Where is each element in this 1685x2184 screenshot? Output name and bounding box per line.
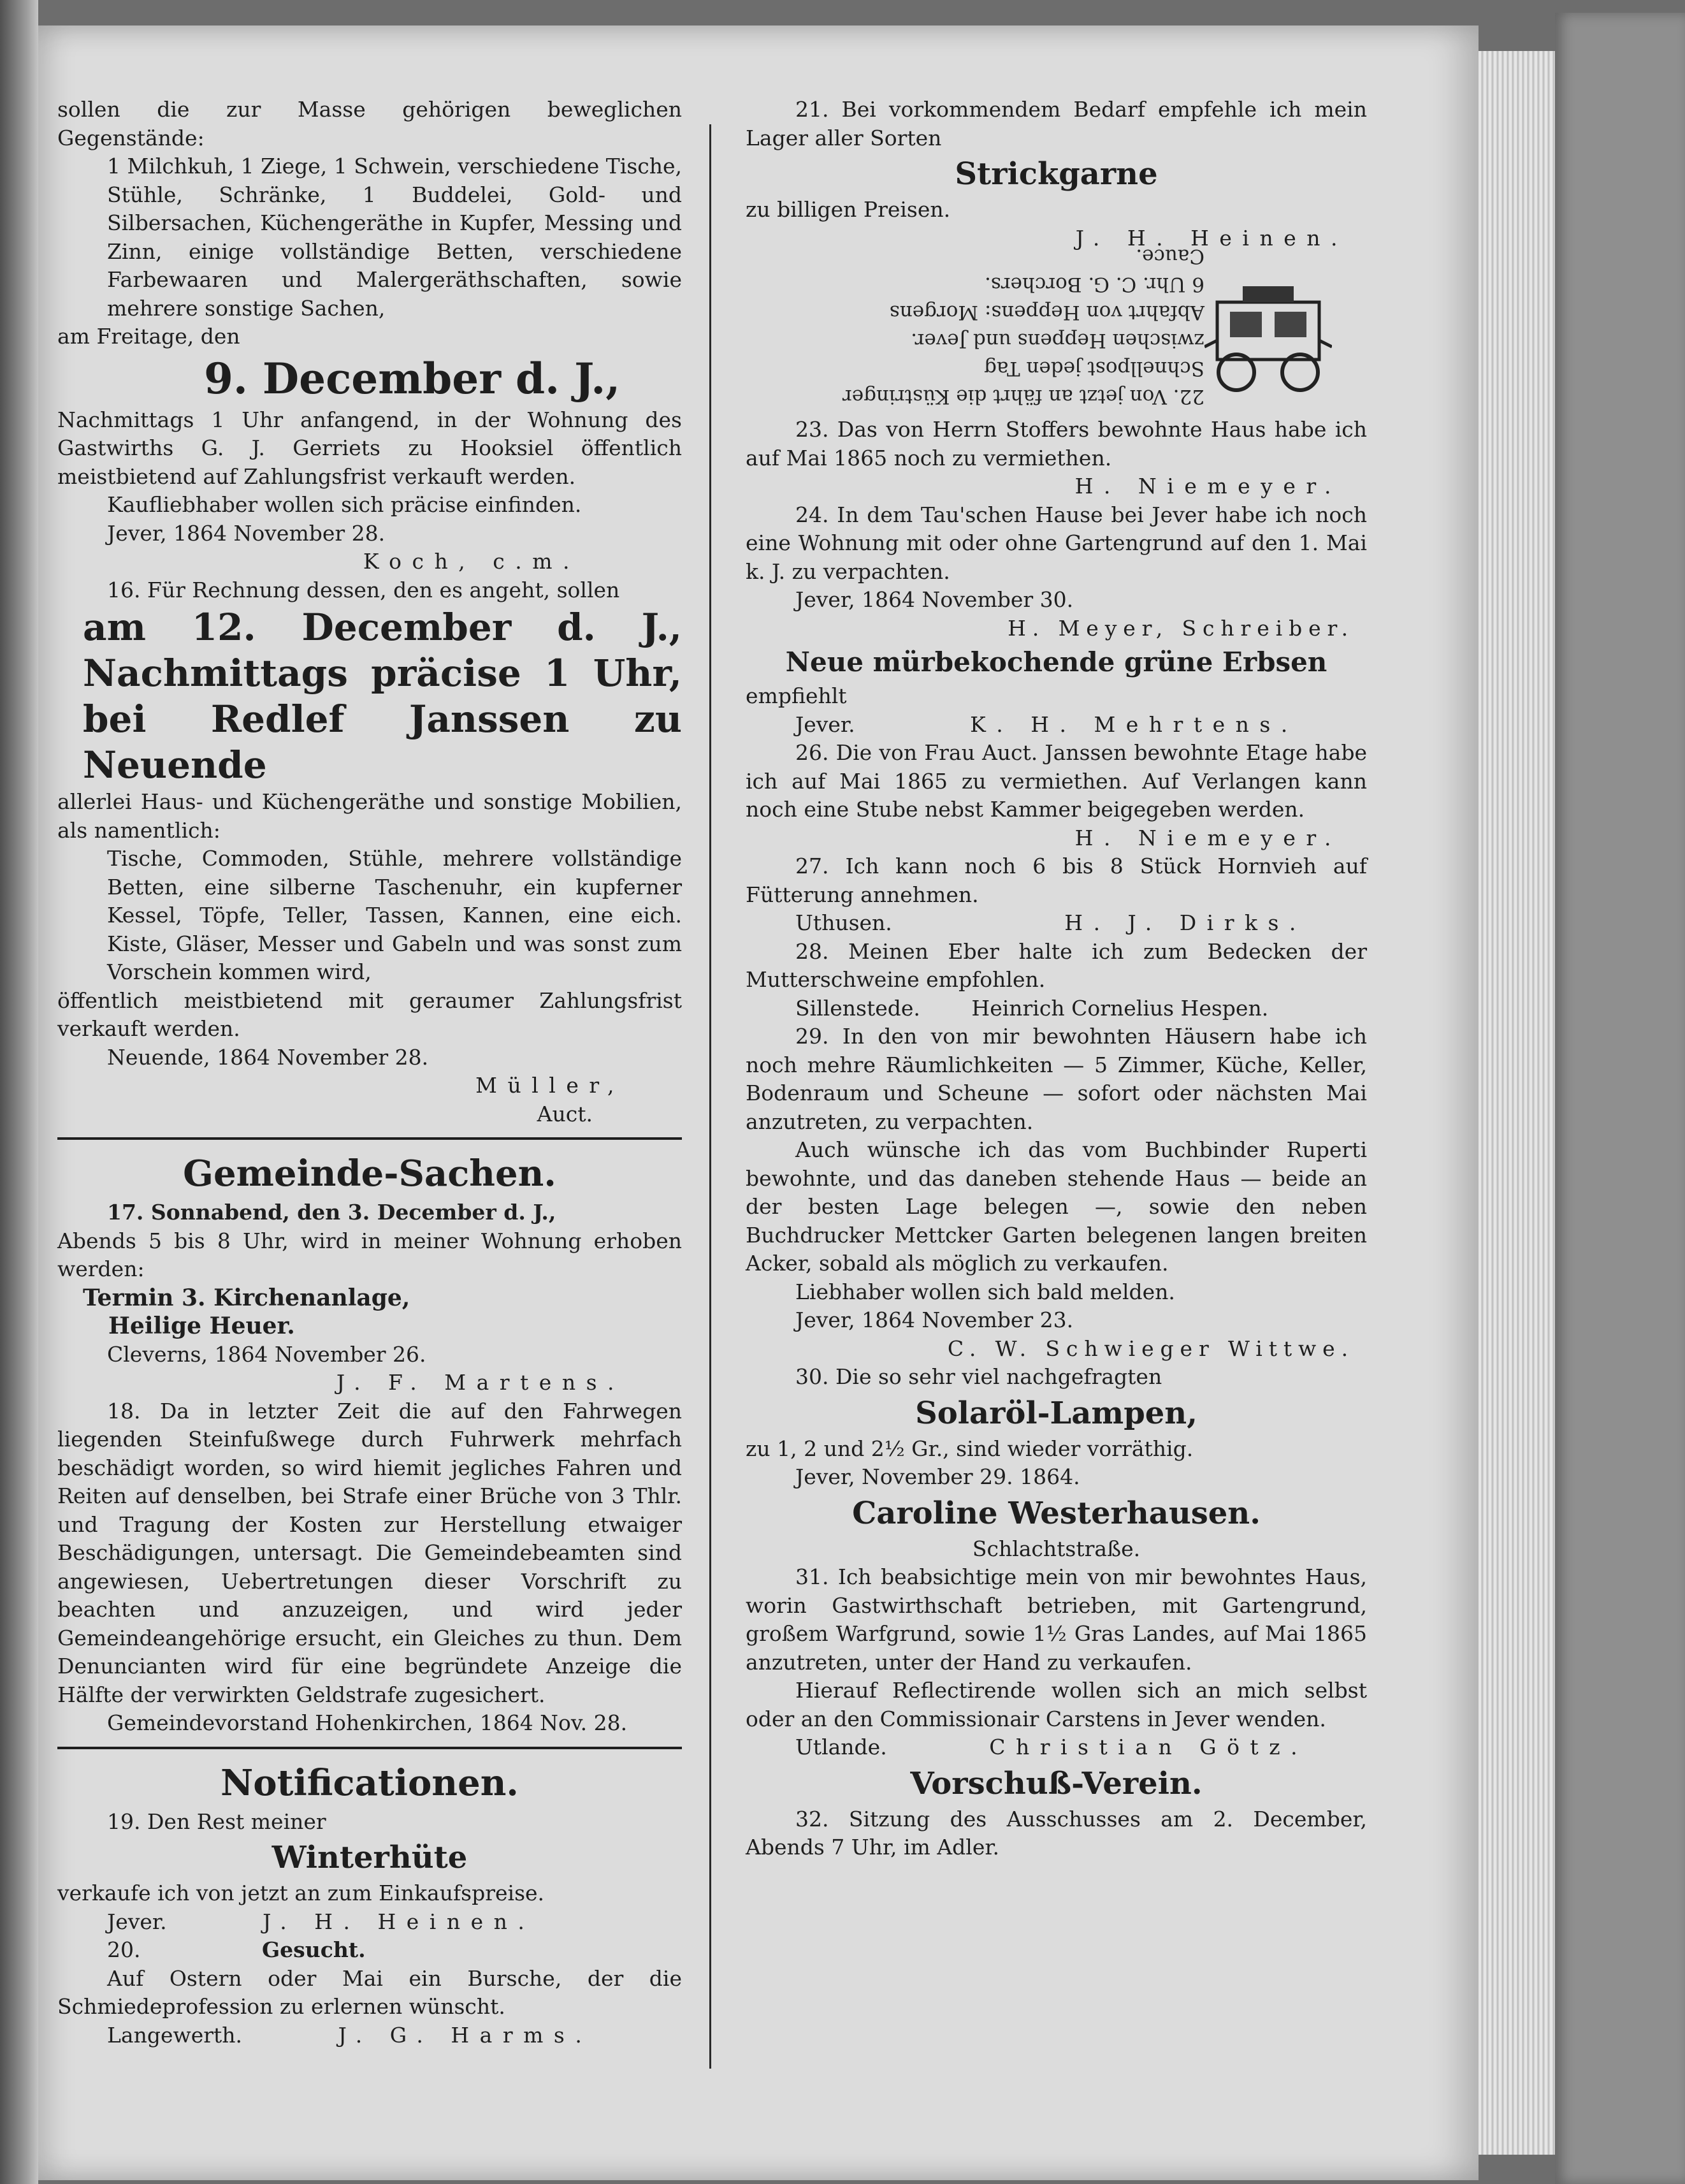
paragraph: 28. Meinen Eber halte ich zum Bedecken der Mutterschweine empfohlen. bbox=[746, 938, 1367, 992]
text-line: Abfahrt von Heppens: Morgens bbox=[889, 301, 1204, 324]
paragraph: 32. Sitzung des Ausschusses am 2. December, Abends 7 Uhr, im Adler. bbox=[746, 1806, 1367, 1860]
place: Sillenstede. bbox=[795, 995, 920, 1021]
inverted-text-block bbox=[746, 245, 1204, 411]
paragraph: 23. Das von Herrn Stoffers bewohnte Haus habe ich auf Mai 1865 noch zu vermiethen. bbox=[746, 417, 1367, 470]
signature: K. H. Mehrtens. bbox=[970, 711, 1298, 737]
place: Jever. bbox=[795, 711, 855, 737]
paragraph: 31. Ich beabsichtige mein von mir bewohntes Haus, worin Gastwirthschaft betrieben, mit Gartengrund, großem Warfgrund, sowie 1½ Gras Landes, auf Mai 1865 anzutreten, unter der Hand zu verkaufen. bbox=[746, 1564, 1367, 1675]
text-line: zu 1, 2 und 2½ Gr., sind wieder vorräthig. bbox=[746, 1436, 1194, 1461]
left-column bbox=[57, 96, 682, 2049]
section-heading: Notificationen. bbox=[221, 1761, 519, 1804]
notice-intro: 16. Für Rechnung dessen, den es angeht, sollen bbox=[107, 577, 620, 602]
ad-headline: Caroline Westerhausen. bbox=[852, 1495, 1261, 1531]
auction-headline: am 12. December d. J., Nachmittags präcise 1 Uhr, bei Redlef Janssen zu Neuende bbox=[83, 606, 682, 787]
text-line: 30. Die so sehr viel nachgefragten bbox=[795, 1364, 1162, 1389]
text-line bbox=[57, 1936, 682, 1965]
paragraph: öffentlich meistbietend mit geraumer Zahlungsfrist verkauft werden. bbox=[57, 987, 682, 1041]
page-stack-edge bbox=[1479, 51, 1555, 2155]
book-cover bbox=[1555, 13, 1685, 2184]
signature: Heinrich Cornelius Hespen. bbox=[971, 995, 1269, 1021]
place-date bbox=[746, 994, 1367, 1023]
signature-title: Auct. bbox=[537, 1101, 593, 1126]
place: Utlande. bbox=[795, 1735, 887, 1759]
place: Jever. bbox=[107, 1909, 167, 1934]
text-line: 6 Uhr. C. G. Borchers. bbox=[985, 273, 1204, 296]
section-rule bbox=[57, 1747, 682, 1749]
paragraph: Kaufliebhaber wollen sich präcise einfinden. bbox=[107, 492, 582, 517]
place-date bbox=[746, 1733, 1367, 1762]
paragraph: Abends 5 bis 8 Uhr, wird in meiner Wohnung erhoben werden: bbox=[57, 1228, 682, 1281]
section-heading: Gemeinde-Sachen. bbox=[183, 1153, 556, 1195]
signature: J. H. Heinen. bbox=[263, 1909, 535, 1934]
ad-headline: Winterhüte bbox=[271, 1840, 468, 1875]
place-date bbox=[746, 909, 1367, 938]
term-line: Heilige Heuer. bbox=[108, 1313, 295, 1339]
place-date bbox=[57, 2021, 682, 2050]
paragraph: 24. In dem Tau'schen Hause bei Jever habe ich noch eine Wohnung mit oder ohne Gartengrund auf den 1. Mai k. J. zu verpachten. bbox=[746, 502, 1367, 584]
ad-headline: Solaröl-Lampen, bbox=[915, 1395, 1197, 1431]
place-date bbox=[746, 711, 1367, 739]
text-line: zu billigen Preisen. bbox=[746, 197, 951, 222]
signature: C. W. Schwieger Wittwe. bbox=[947, 1336, 1354, 1361]
notice-title: 17. Sonnabend, den 3. December d. J., bbox=[107, 1200, 556, 1225]
text-line: verkaufe ich von jetzt an zum Einkaufspreise. bbox=[57, 1881, 545, 1905]
paragraph: 29. In den von mir bewohnten Häusern habe ich noch mehre Räumlichkeiten — 5 Zimmer, Küche, Keller, Bodenraum und Scheune — sofort oder nächsten Mai anzutreten, zu verpachten. bbox=[746, 1024, 1367, 1134]
signature: H. Niemeyer. bbox=[1074, 825, 1341, 850]
street: Schlachtstraße. bbox=[972, 1536, 1141, 1561]
paragraph: 27. Ich kann noch 6 bis 8 Stück Hornvieh auf Fütterung annehmen. bbox=[746, 854, 1367, 907]
place-date bbox=[57, 1908, 682, 1937]
paragraph: 26. Die von Frau Auct. Janssen bewohnte Etage habe ich auf Mai 1865 zu vermiethen. Auf Verlangen kann noch eine Stube nebst Kammer beigegeben werden. bbox=[746, 740, 1367, 822]
notice-number: 20. bbox=[107, 1937, 141, 1962]
item-list: Tische, Commoden, Stühle, mehrere vollständige Betten, eine silberne Taschenuhr, ein kupferner Kessel, Töpfe, Teller, Tassen, Kannen, eine eich. Kiste, Gläser, Messer und Gabeln und was sonst zum Vorschein kommen wird, bbox=[107, 846, 682, 984]
place-date: Jever, 1864 November 28. bbox=[107, 520, 386, 546]
signature: Koch, c.m. bbox=[363, 549, 580, 574]
text-line: empfiehlt bbox=[746, 683, 847, 708]
text-line: Cauce. bbox=[1136, 245, 1204, 268]
paragraph: Nachmittags 1 Uhr anfangend, in der Wohnung des Gastwirths G. J. Gerriets zu Hooksiel öffentlich meistbietend auf Zahlungsfrist verkauft werden. bbox=[57, 407, 682, 489]
text-line: am Freitage, den bbox=[57, 324, 240, 349]
signature: Müller, bbox=[475, 1073, 625, 1098]
column-divider bbox=[709, 124, 711, 2069]
place-date: Jever, 1864 November 23. bbox=[795, 1307, 1074, 1332]
paragraph: Auch wünsche ich das vom Buchbinder Ruperti bewohnte, und das daneben stehende Haus — beide an der besten Lage belegen —, sowie den neben Buchdrucker Mettcker Garten belegenen langen breiten Acker, sobald als möglich zu verkaufen. bbox=[746, 1137, 1367, 1276]
paragraph: Hierauf Reflectirende wollen sich an mich selbst oder an den Commissionair Carstens in Jever wenden. bbox=[746, 1678, 1367, 1731]
signature: J. H. Heinen. bbox=[1075, 225, 1348, 251]
place-date: Jever, November 29. 1864. bbox=[795, 1464, 1080, 1489]
place-date: Cleverns, 1864 November 26. bbox=[107, 1341, 426, 1367]
ad-headline: Neue mürbekochende grüne Erbsen bbox=[785, 646, 1327, 678]
place: Langewerth. bbox=[107, 2022, 243, 2048]
paragraph: 21. Bei vorkommendem Bedarf empfehle ich mein Lager aller Sorten bbox=[746, 97, 1367, 150]
right-column bbox=[746, 96, 1367, 1862]
place: Uthusen. bbox=[795, 910, 892, 935]
place-date: Neuende, 1864 November 28. bbox=[107, 1044, 429, 1070]
paragraph: allerlei Haus- und Küchengeräthe und sonstige Mobilien, als namentlich: bbox=[57, 789, 682, 843]
signature: Christian Götz. bbox=[989, 1735, 1308, 1759]
term-line: Termin 3. Kirchenanlage, bbox=[83, 1284, 410, 1311]
signature: J. G. Harms. bbox=[338, 2022, 593, 2048]
ad-headline: Vorschuß-Verein. bbox=[910, 1765, 1203, 1802]
text-line: sollen die zur Masse gehörigen beweglichen Gegenstände: bbox=[57, 97, 682, 150]
ad-headline: Strickgarne bbox=[955, 156, 1158, 192]
signature: H. Meyer, Schreiber. bbox=[1008, 615, 1354, 641]
auction-date: 9. December d. J., bbox=[204, 353, 621, 404]
signature: H. Niemeyer. bbox=[1074, 474, 1341, 499]
paragraph: Liebhaber wollen sich bald melden. bbox=[795, 1279, 1175, 1304]
text-line: zwischen Heppens und Jever. bbox=[911, 329, 1204, 352]
upside-down-notice bbox=[746, 245, 1367, 411]
facing-page-edge bbox=[0, 0, 38, 2184]
section-rule bbox=[57, 1137, 682, 1140]
signature: J. F. Martens. bbox=[336, 1370, 625, 1395]
item-list: 1 Milchkuh, 1 Ziege, 1 Schwein, verschiedene Tische, Stühle, Schränke, 1 Buddelei, Gold- und Silbersachen, Küchengeräthe in Kupfer, Messing und Zinn, einige vollständige Betten, verschiedene Farbewaaren und Malergeräthschaften, sowie mehrere sonstige Sachen, bbox=[107, 154, 683, 321]
stagecoach-icon bbox=[1204, 277, 1332, 398]
signature: H. J. Dirks. bbox=[1064, 910, 1306, 935]
text-line: 22. Von jetzt an fährt die Küstringer Schnellpost jeden Tag bbox=[842, 357, 1204, 408]
place-date: Jever, 1864 November 30. bbox=[795, 587, 1074, 612]
ad-headline: Gesucht. bbox=[261, 1937, 366, 1962]
paragraph: Auf Ostern oder Mai ein Bursche, der die Schmiedeprofession zu erlernen wünscht. bbox=[57, 1965, 682, 2019]
paragraph: 18. Da in letzter Zeit die auf den Fahrwegen liegenden Steinfußwege durch Fuhrwerk mehrfach beschädigt worden, so wird hiemit jegliches Fahren und Reiten auf denselben, bei Strafe einer Brüche von 3 Thlr. und Tragung der Kosten zur Herstellung etwaiger Beschädigungen, untersagt. Die Gemeindebeamten sind angewiesen, Uebertretungen dieser Vorschrift zu beachten und anzuzeigen, und wird jeder Gemeindeangehörige ersucht, ein Gleiches zu thun. Dem Denuncianten wird für eine begründete Anzeige die Hälfte der verwirkten Geldstrafe zugesichert. bbox=[57, 1398, 682, 1707]
signature: Gemeindevorstand Hohenkirchen, 1864 Nov. 28. bbox=[107, 1710, 628, 1735]
text-line: 19. Den Rest meiner bbox=[107, 1809, 326, 1834]
